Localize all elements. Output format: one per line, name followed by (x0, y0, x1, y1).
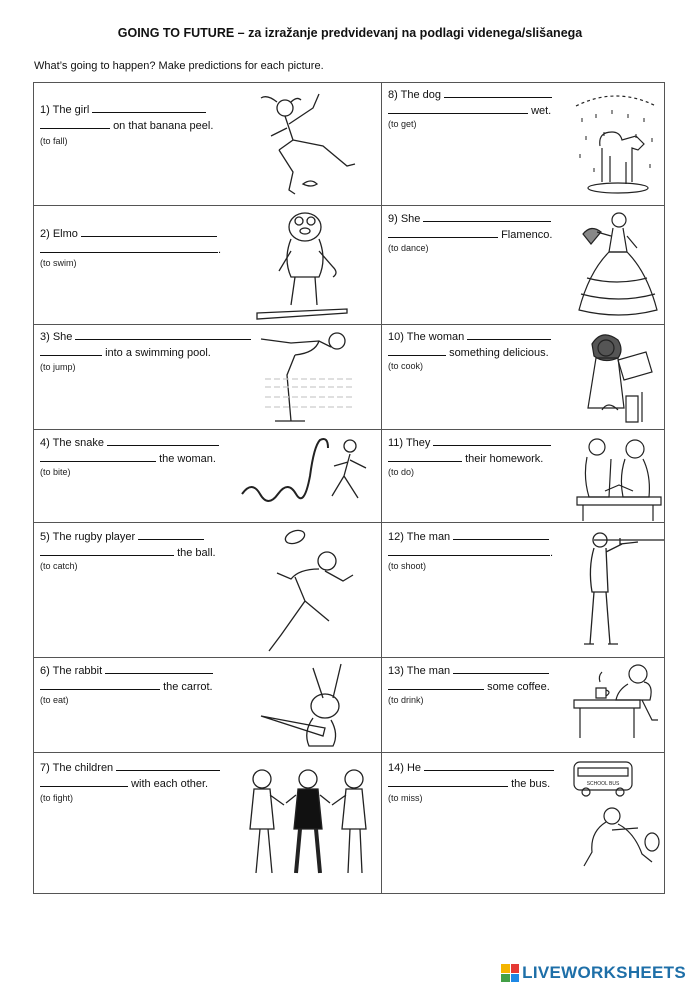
answer-blank[interactable] (453, 530, 549, 540)
exercise-12-line-1: 12) The man (388, 530, 549, 543)
answer-blank[interactable] (40, 452, 156, 462)
students-at-desk-icon (575, 433, 663, 523)
girl-slipping-icon (255, 88, 360, 200)
verb-hint: (to bite) (40, 467, 71, 477)
answer-blank[interactable] (107, 436, 219, 446)
man-running-for-bus-icon (572, 758, 662, 870)
answer-blank[interactable] (92, 103, 206, 113)
exercise-5-line-1: 5) The rugby player (40, 530, 204, 543)
answer-blank[interactable] (40, 243, 218, 253)
answer-blank[interactable] (388, 680, 484, 690)
row-divider (381, 429, 665, 430)
exercise-7-line-1: 7) The children (40, 761, 220, 774)
exercise-11-line-2: their homework. (388, 452, 543, 465)
page-title: GOING TO FUTURE – za izražanje predvidevanj na podlagi videnega/slišanega (117, 26, 583, 40)
exercise-6-line-1: 6) The rabbit (40, 664, 213, 677)
verb-hint: (to fight) (40, 793, 74, 803)
exercise-12-line-2: . (388, 546, 553, 559)
elmo-diving-board-icon (255, 205, 355, 323)
answer-blank[interactable] (40, 546, 174, 556)
row-divider (381, 205, 665, 206)
exercise-2-line-2: . (40, 243, 221, 256)
verb-hint: (to dance) (388, 243, 429, 253)
exercise-10-line-1: 10) The woman (388, 330, 551, 343)
exercise-3-line-2: into a swimming pool. (40, 346, 211, 359)
answer-blank[interactable] (81, 227, 217, 237)
answer-blank[interactable] (388, 546, 550, 556)
logo-icon (501, 964, 519, 982)
exercise-11-line-1: 11) They (388, 436, 551, 449)
row-divider (33, 429, 381, 430)
answer-blank[interactable] (453, 664, 549, 674)
verb-hint: (to fall) (40, 136, 68, 146)
exercise-10-line-2: something delicious. (388, 346, 549, 359)
rugby-player-icon (255, 525, 365, 655)
verb-hint: (to catch) (40, 561, 78, 571)
row-divider (381, 752, 665, 753)
flamenco-dancer-icon (575, 208, 660, 320)
answer-blank[interactable] (423, 212, 551, 222)
answer-blank[interactable] (388, 777, 508, 787)
verb-hint: (to cook) (388, 361, 424, 371)
row-divider (381, 657, 665, 658)
column-divider (381, 82, 382, 894)
answer-blank[interactable] (75, 330, 251, 340)
verb-hint: (to do) (388, 467, 415, 477)
exercise-4-line-1: 4) The snake (40, 436, 219, 449)
dog-in-rain-icon (572, 88, 660, 200)
verb-hint: (to swim) (40, 258, 77, 268)
verb-hint: (to eat) (40, 695, 69, 705)
answer-blank[interactable] (388, 228, 498, 238)
exercise-2-line-1: 2) Elmo (40, 227, 217, 240)
exercise-6-line-2: the carrot. (40, 680, 213, 693)
children-arguing-icon (240, 765, 375, 880)
answer-blank[interactable] (388, 452, 462, 462)
bus-sign: SCHOOL BUS (586, 781, 620, 787)
man-with-rifle-icon (580, 526, 665, 652)
verb-hint: (to miss) (388, 793, 423, 803)
exercise-5-line-2: the ball. (40, 546, 216, 559)
answer-blank[interactable] (433, 436, 551, 446)
answer-blank[interactable] (444, 88, 552, 98)
exercise-8-line-2: wet. (388, 104, 551, 117)
rabbit-carrot-icon (255, 660, 365, 750)
woman-diving-icon (255, 327, 360, 427)
woman-cookbook-icon (582, 326, 662, 426)
verb-hint: (to get) (388, 119, 417, 129)
exercise-4-line-2: the woman. (40, 452, 216, 465)
exercise-3-line-1: 3) She (40, 330, 251, 343)
exercise-9-line-2: Flamenco. (388, 228, 552, 241)
exercise-1-line-2: on that banana peel. (40, 119, 213, 132)
row-divider (33, 324, 381, 325)
answer-blank[interactable] (40, 346, 102, 356)
answer-blank[interactable] (40, 680, 160, 690)
row-divider (33, 657, 381, 658)
exercise-13-line-1: 13) The man (388, 664, 549, 677)
exercise-1-line-1: 1) The girl (40, 103, 206, 116)
answer-blank[interactable] (40, 777, 128, 787)
exercise-14-line-2: the bus. (388, 777, 550, 790)
exercise-7-line-2: with each other. (40, 777, 208, 790)
answer-blank[interactable] (388, 346, 446, 356)
snake-chasing-woman-icon (240, 432, 375, 516)
exercise-14-line-1: 14) He (388, 761, 554, 774)
answer-blank[interactable] (424, 761, 554, 771)
verb-hint: (to shoot) (388, 561, 427, 571)
answer-blank[interactable] (40, 119, 110, 129)
row-divider (381, 324, 665, 325)
row-divider (33, 752, 381, 753)
answer-blank[interactable] (116, 761, 220, 771)
exercise-9-line-1: 9) She (388, 212, 551, 225)
answer-blank[interactable] (138, 530, 204, 540)
answer-blank[interactable] (105, 664, 213, 674)
liveworksheets-logo: LIVEWORKSHEETS (501, 963, 686, 983)
answer-blank[interactable] (388, 104, 528, 114)
verb-hint: (to drink) (388, 695, 424, 705)
answer-blank[interactable] (467, 330, 551, 340)
sleepy-man-coffee-icon (572, 660, 662, 744)
exercise-8-line-1: 8) The dog (388, 88, 552, 101)
exercise-13-line-2: some coffee. (388, 680, 550, 693)
instructions: What’s going to happen? Make predictions for each picture. (34, 60, 324, 72)
row-divider (33, 522, 381, 523)
verb-hint: (to jump) (40, 362, 76, 372)
